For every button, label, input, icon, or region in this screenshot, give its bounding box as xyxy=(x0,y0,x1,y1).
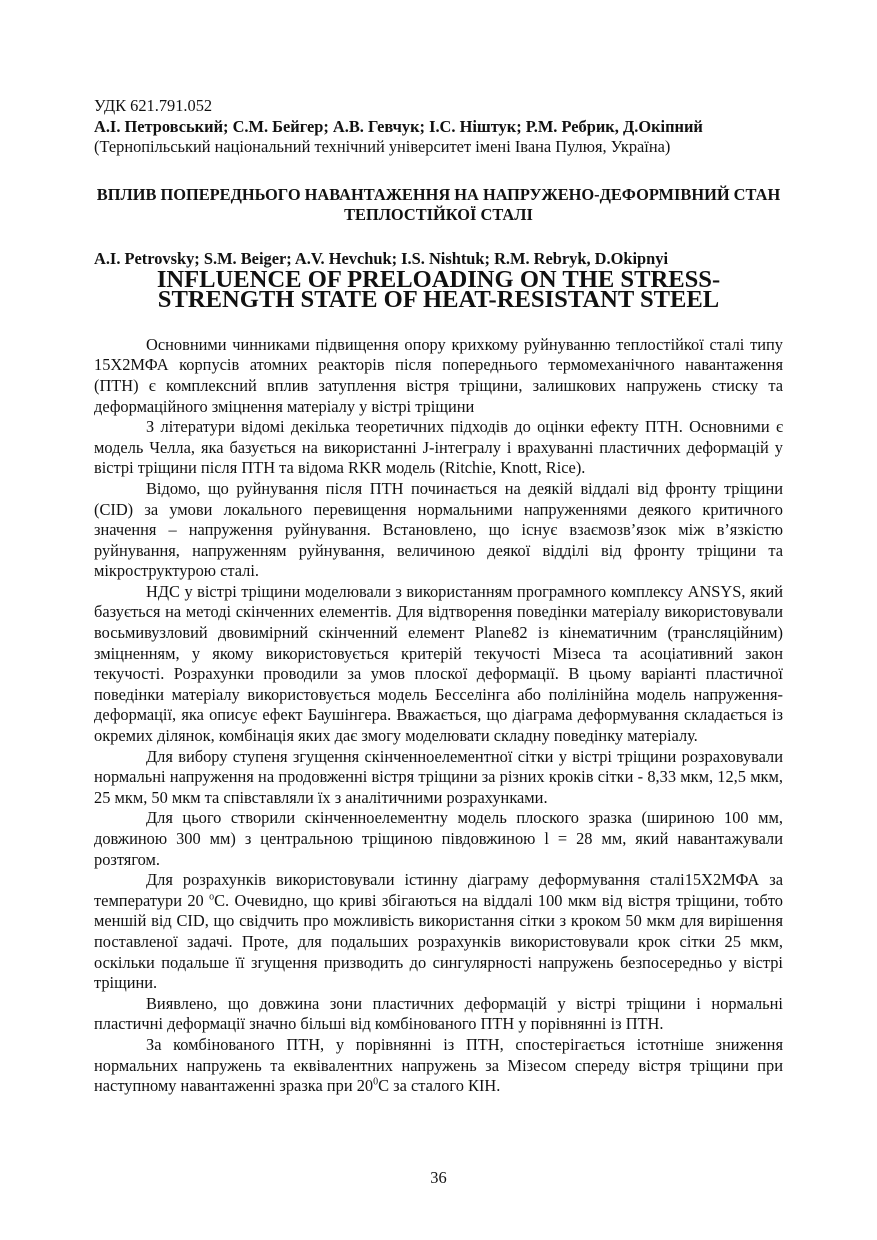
title-ukrainian: ВПЛИВ ПОПЕРЕДНЬОГО НАВАНТАЖЕННЯ НА НАПРУЖЕНО-ДЕФОРМІВНИЙ СТАН ТЕПЛОСТІЙКОЇ СТАЛІ xyxy=(96,184,781,225)
paragraph: З літератури відомі декілька теоретичних підходів до оцінки ефекту ПТН. Основними є модель Челла, яка базується на використанні J-інтегралу і врахуванні пластичних деформацій у вістрі тріщини після ПТН та відома RKR модель (Ritchie, Knott, Rice). xyxy=(94,417,783,478)
article-body xyxy=(94,335,783,1097)
paragraph-text: Для розрахунків використовували істинну діаграму деформування сталі15Х2МФА за температури 20 xyxy=(94,870,783,910)
paragraph: Для цього створили скінченноелементну модель плоского зразка (шириною 100 мм, довжиною 300 мм) з центральною тріщиною півдовжиною l = 28 мм, який навантажували розтягом. xyxy=(94,808,783,869)
paragraph: Для вибору ступеня згущення скінченноелементної сітки у вістрі тріщини розраховували нормальні напруження на продовженні вістря тріщини за різних кроків сітки - 8,33 мкм, 12,5 мкм, 25 мкм, 50 мкм та співставляли їх з аналітичними розрахунками. xyxy=(94,746,783,807)
paragraph-conclusion xyxy=(94,1035,783,1097)
paragraph-text: С за сталого КІН. xyxy=(378,1076,501,1096)
affiliation: (Тернопільський національний технічний університет імені Івана Пулюя, Україна) xyxy=(94,137,671,157)
paragraph-text: За комбінованого ПТН, у порівнянні із ПТН, спостерігається істотніше зниження нормальних напружень та еквівалентних напружень за Мізесом спереду вістря тріщини при наступному навантаженні зразка при 20 xyxy=(94,1034,783,1096)
udk-code: УДК 621.791.052 xyxy=(94,96,213,115)
paragraph: Основними чинниками підвищення опору крихкому руйнуванню теплостійкої сталі типу 15Х2МФА корпусів атомних реакторів після попереднього термомеханічного навантаження (ПТН) є комплексний вплив затуплення вістря тріщини, залишкових напружень стиску та деформаційного зміцнення матеріалу у вістрі тріщини xyxy=(94,334,783,416)
paragraph: Виявлено, що довжина зони пластичних деформацій у вістрі тріщини і нормальні пластичні деформації значно більші від комбінованого ПТН у порівнянні із ПТН. xyxy=(94,993,783,1034)
title-english: INFLUENCE OF PRELOADING ON THE STRESS-STRENGTH STATE OF HEAT-RESISTANT STEEL xyxy=(156,265,721,314)
paper-page xyxy=(94,96,783,1097)
degree-superscript: 0 xyxy=(373,1076,379,1088)
paragraph: Відомо, що руйнування після ПТН починається на деякій віддалі від фронту тріщини (CID) за умови локального перевищення нормальними напруженнями деякого критичного значення – напруження руйнування. Встановлено, що існує взаємозв’язок між в’язкістю руйнування, напруженням руйнування, величиною деякої відділі від фронту тріщини та мікроструктурою сталі. xyxy=(94,478,783,581)
degree-superscript: o xyxy=(209,891,215,903)
paragraph-text: С. Очевидно, що криві збігаються на віддалі 100 мкм від вістря тріщини, тобто меншій від CID, що свідчить про можливість використання сітки з кроком 50 мкм для вирішення поставленої задачі. Проте, для подальших розрахунків використовували крок сітки 25 мкм, оскільки подальше її згущення призводить до сингулярності напружень безпосередньо у вістрі тріщини. xyxy=(94,890,783,993)
paragraph: НДС у вістрі тріщини моделювали з використанням програмного комплексу ANSYS, який базується на методі скінченних елементів. Для відтворення поведінки матеріалу використовували восьмивузловий двовимірний скінченний елемент Plane82 із кінематичним (трансляційним) зміцненням, у якому використовується критерій текучості Мізеса та асоціативний закон текучості. Розрахунки проводили за умов плоскої деформації. В цьому варіанті пластичної поведінки матеріалу використовується модель Бесселінга або полілінійна модель напруження-деформації, яка описує ефект Баушінгера. Вважається, що діаграма деформування складається із окремих ділянок, комбінація яких дає змогу моделювати складну поведінку матеріалу. xyxy=(94,581,783,746)
paragraph-temperature xyxy=(94,870,783,994)
page-number: 36 xyxy=(430,1168,447,1187)
authors-english: A.I. Petrovsky; S.M. Beiger; A.V. Hevchuk; I.S. Nishtuk; R.M. Rebryk, D.Okipnyi xyxy=(94,248,669,268)
authors-ukrainian: А.І. Петровський; С.М. Бейгер; А.В. Гевчук; І.С. Ніштук; Р.М. Ребрик, Д.Окіпний xyxy=(94,116,703,136)
